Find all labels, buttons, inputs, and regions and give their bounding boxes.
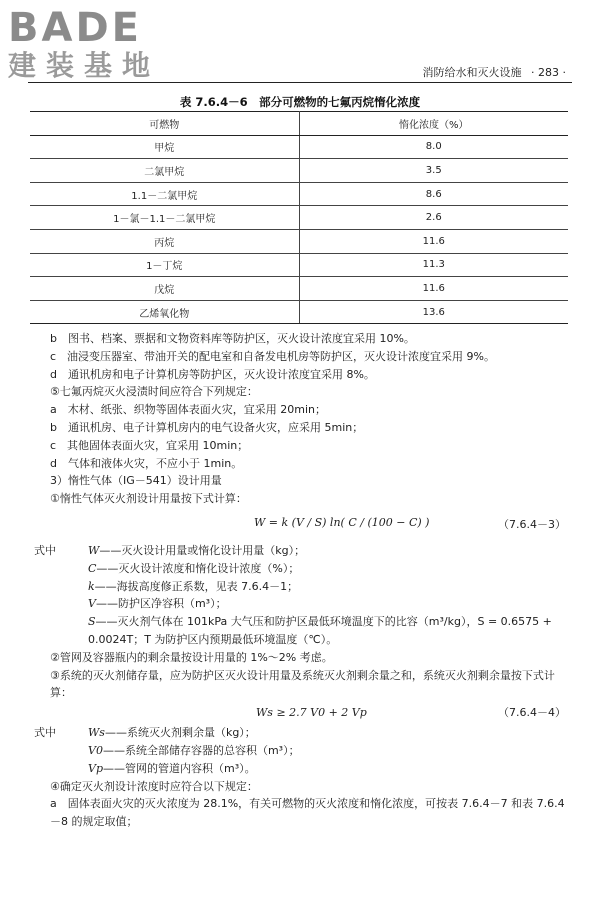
table-header-row — [30, 112, 568, 136]
page-number: · 283 · — [531, 66, 566, 79]
para-2: ②管网及容器瓶内的剩余量按设计用量的 1%～2% 考虑。 — [50, 650, 333, 664]
formula-number: （7.6.4－3） — [498, 517, 566, 531]
symbol-definition: ——系统全部储存容器的总容积（m³）； — [102, 743, 300, 757]
cell-concentration: 2.6 — [299, 206, 568, 230]
symbol-definitions-2 — [34, 724, 574, 777]
cell-combustible: 丙烷 — [30, 229, 299, 253]
cell-combustible: 1－丁烷 — [30, 253, 299, 277]
cell-concentration: 11.6 — [299, 229, 568, 253]
table-row — [30, 253, 568, 277]
para-c: c 油浸变压器室、带油开关的配电室和自备发电机房等防护区，灭火设计浓度宜采用 9%。 — [50, 349, 495, 363]
symbol-definition: ——防护区净容积（m³）； — [95, 597, 227, 611]
table-row — [30, 277, 568, 301]
para-4a: a 固体表面火灾的灭火浓度为 28.1%，有关可燃物的灭火浓度和惰化浓度，可按表 7.6.4－7 和表 7.6.4－8 的规定取值； — [50, 797, 565, 829]
para-d: d 通讯机房和电子计算机房等防护区，灭火设计浓度宜采用 8%。 — [50, 367, 375, 381]
formula-7-6-4-3 — [34, 508, 574, 542]
symbol-definition: ——系统灭火剂剩余量（kg）； — [104, 726, 256, 740]
col-header-combustible: 可燃物 — [30, 112, 299, 136]
defs-lead: 式中 — [34, 543, 56, 557]
para-item1: ①惰性气体灭火剂设计用量按下式计算： — [50, 492, 247, 506]
header-rule — [28, 82, 572, 83]
soak-time-b: b 通讯机房、电子计算机房内的电气设备火灾，应采用 5min； — [50, 420, 364, 434]
soak-time-c: c 其他固体表面火灾，宜采用 10min； — [50, 438, 249, 452]
cell-combustible: 乙烯氧化物 — [30, 300, 299, 324]
formula-expression: W = k (V / S) ln( C / (100 − C) ) — [254, 515, 430, 529]
symbol: C — [88, 561, 97, 575]
running-head — [423, 64, 566, 80]
cell-concentration: 13.6 — [299, 300, 568, 324]
symbol: k — [88, 579, 95, 593]
table-row — [30, 159, 568, 183]
para-b: b 图书、档案、票据和文物资料库等防护区，灭火设计浓度宜采用 10%。 — [50, 332, 415, 345]
symbol-definition: ——灭火设计浓度和惰化设计浓度（%）； — [96, 561, 300, 575]
symbol: S — [88, 615, 96, 629]
table-row — [30, 182, 568, 206]
cell-concentration: 3.5 — [299, 159, 568, 183]
cell-combustible: 二氯甲烷 — [30, 159, 299, 183]
cell-concentration: 11.6 — [299, 277, 568, 301]
inerting-concentration-table — [30, 111, 568, 324]
table-row — [30, 135, 568, 159]
symbol-definition: ——海拔高度修正系数，见表 7.6.4－1； — [94, 579, 299, 593]
symbol-definition: ——灭火剂气体在 101kPa 大气压和防护区最低环境温度下的比容（m³/kg），S = 0.6575 + 0.0024T；T 为防护区内预期最低环境温度（℃）。 — [88, 615, 552, 646]
soak-time-d: d 气体和液体火灾，不应小于 1min。 — [50, 456, 243, 470]
para-3: ③系统的灭火剂储存量，应为防护区灭火设计用量及系统灭火剂剩余量之和，系统灭火剂剩余量按下式计算： — [50, 668, 555, 700]
para-4: ④确定灭火剂设计浓度时应符合以下规定： — [50, 779, 258, 793]
formula-number: （7.6.4－4） — [498, 706, 566, 720]
symbol-definitions-1 — [34, 542, 574, 649]
cell-combustible: 1.1－二氯甲烷 — [30, 182, 299, 206]
cell-concentration: 8.6 — [299, 182, 568, 206]
table-row — [30, 206, 568, 230]
formula-expression: Ws ≥ 2.7 V0 + 2 Vp — [256, 706, 367, 720]
cell-combustible: 戊烷 — [30, 277, 299, 301]
formula-7-6-4-4 — [34, 702, 574, 724]
symbol-definition: ——管网的管道内容积（m³）。 — [103, 761, 256, 775]
symbol: V — [88, 597, 96, 611]
table-row — [30, 300, 568, 324]
table-title: 表 7.6.4－6 部分可燃物的七氟丙烷惰化浓度 — [179, 95, 421, 109]
section-heading-ig541: 3）惰性气体（IG－541）设计用量 — [50, 474, 222, 488]
symbol: W — [88, 543, 100, 557]
para-item5: ⑤七氟丙烷灭火浸渍时间应符合下列规定： — [50, 385, 258, 399]
body-text — [34, 330, 574, 831]
cell-concentration: 11.3 — [299, 253, 568, 277]
logo-latin-text: BADE — [8, 5, 142, 51]
bade-logo — [8, 6, 178, 82]
cell-combustible: 甲烷 — [30, 135, 299, 159]
symbol: Vp — [88, 761, 103, 775]
cell-concentration: 8.0 — [299, 135, 568, 159]
symbol: V0 — [88, 743, 103, 757]
col-header-concentration: 惰化浓度（%） — [299, 112, 568, 136]
soak-time-a: a 木材、纸张、织物等固体表面火灾，宜采用 20min； — [50, 403, 326, 417]
cell-combustible: 1－氯－1.1－二氯甲烷 — [30, 206, 299, 230]
table-row — [30, 229, 568, 253]
symbol-definition: ——灭火设计用量或惰化设计用量（kg）； — [99, 543, 306, 557]
symbol: Ws — [88, 726, 105, 740]
logo-cjk-text: 建装基地 — [8, 49, 161, 82]
running-head-section: 消防给水和灭火设施 — [422, 66, 522, 79]
defs-lead: 式中 — [34, 726, 56, 740]
